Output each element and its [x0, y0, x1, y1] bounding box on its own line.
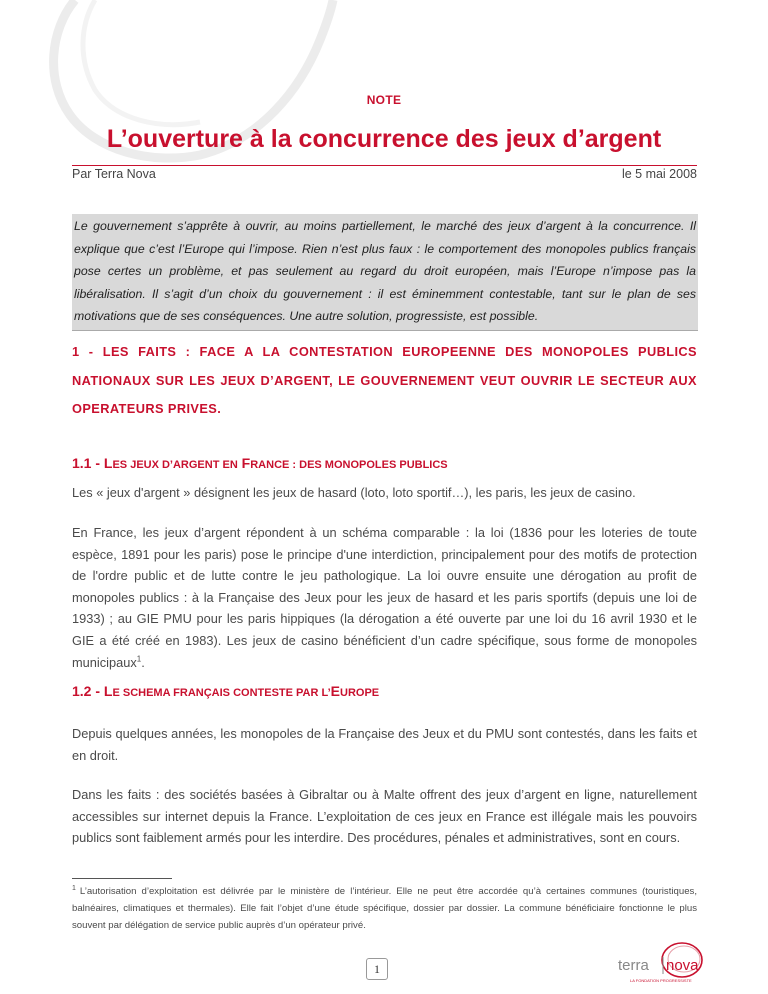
page-number: 1 — [366, 958, 388, 980]
terra-nova-logo — [610, 940, 710, 988]
abstract-box: Le gouvernement s’apprête à ouvrir, au moins partiellement, le marché des jeux d’argent à la concurrence. Il explique que c’est l’Europe qui l’impose. Rien n’est plus faux : le comportement des monopoles publics français pose certes un problème, et pas seulement au regard du droit européen, mais l’Europe n’impose pas la libéralisation. Il s’agit d’un choix du gouvernement : il est éminemment contestable, tant sur le plan de ses motivations que de ses conséquences. Une autre solution, progressiste, est possible. — [72, 214, 698, 331]
subsection-heading-1-2: 1.2 - LE SCHEMA FRANÇAIS CONTESTE PAR L’EUROPE — [72, 683, 380, 699]
section-heading: 1 - LES FAITS : FACE A LA CONTESTATION EUROPEENNE DES MONOPOLES PUBLICS NATIONAUX SUR LES JEUX D’ARGENT, LE GOUVERNEMENT VEUT OUVRIR LE SECTEUR AUX OPERATEURS PRIVES. — [72, 344, 697, 416]
date: le 5 mai 2008 — [621, 167, 697, 181]
footnote-separator — [72, 878, 172, 879]
logo-word-nova: nova — [666, 957, 699, 974]
document-title: L’ouverture à la concurrence des jeux d’argent — [106, 125, 662, 153]
logo-word-terra: terra — [618, 957, 649, 974]
subsection-heading-1-1: 1.1 - LES JEUX D’ARGENT EN FRANCE : DES MONOPOLES PUBLICS — [72, 455, 448, 471]
paragraph: Depuis quelques années, les monopoles de la Française des Jeux et du PMU sont contestés, dans les faits et en droit. — [72, 726, 697, 763]
footnote: $^1$ L’autorisation d’exploitation est délivrée par le ministère de l’intérieur. Elle ne peut être accordée qu’à certaines communes (touristiques, balnéaires, climatiques et thermales). Elle fait l’objet d’une étude spécifique, dossier par dossier. La commune bénéficiaire fonctionne le plus souvent par délégation de service public auprès d’un opérateur privé. — [72, 885, 697, 931]
paragraph: En France, les jeux d’argent répondent à un schéma comparable : la loi (1836 pour les loteries de toute espèce, 1891 pour les paris) pose le principe d'une interdiction, principalement pour des motifs de protection de l'ordre public et de lutte contre le jeu pathologique. La loi ouvre ensuite une dérogation au profit de monopoles publics : à la Française des Jeux pour les jeux de hasard et les paris sportifs (depuis une loi de 1933) ; au GIE PMU pour les paris hippiques (la dérogation a été ouverte par une loi du 16 avril 1930 et le GIE a été créé en 1983). Les jeux de casino bénéficient d’un cadre spécifique, sous forme de monopoles municipaux$^1$. — [72, 525, 697, 670]
byline — [72, 165, 697, 181]
footnote-ref[interactable]: 1 — [136, 654, 142, 664]
paragraph: Les « jeux d'argent » désignent les jeux de hasard (loto, loto sportif…), les paris, les jeux de casino. — [72, 485, 636, 500]
paragraph: Dans les faits : des sociétés basées à Gibraltar ou à Malte offrent des jeux d’argent en ligne, naturellement accessibles sur internet depuis la France. L’exploitation de ces jeux en France est illégale mais les pouvoirs publics sont faiblement armés pour les interdire. Des procédures, pénales et administratives, sont en cours. — [72, 787, 697, 846]
note-label: NOTE — [366, 93, 402, 107]
logo-tagline: LA FONDATION PROGRESSISTE — [630, 978, 692, 983]
author: Par Terra Nova — [72, 167, 156, 181]
